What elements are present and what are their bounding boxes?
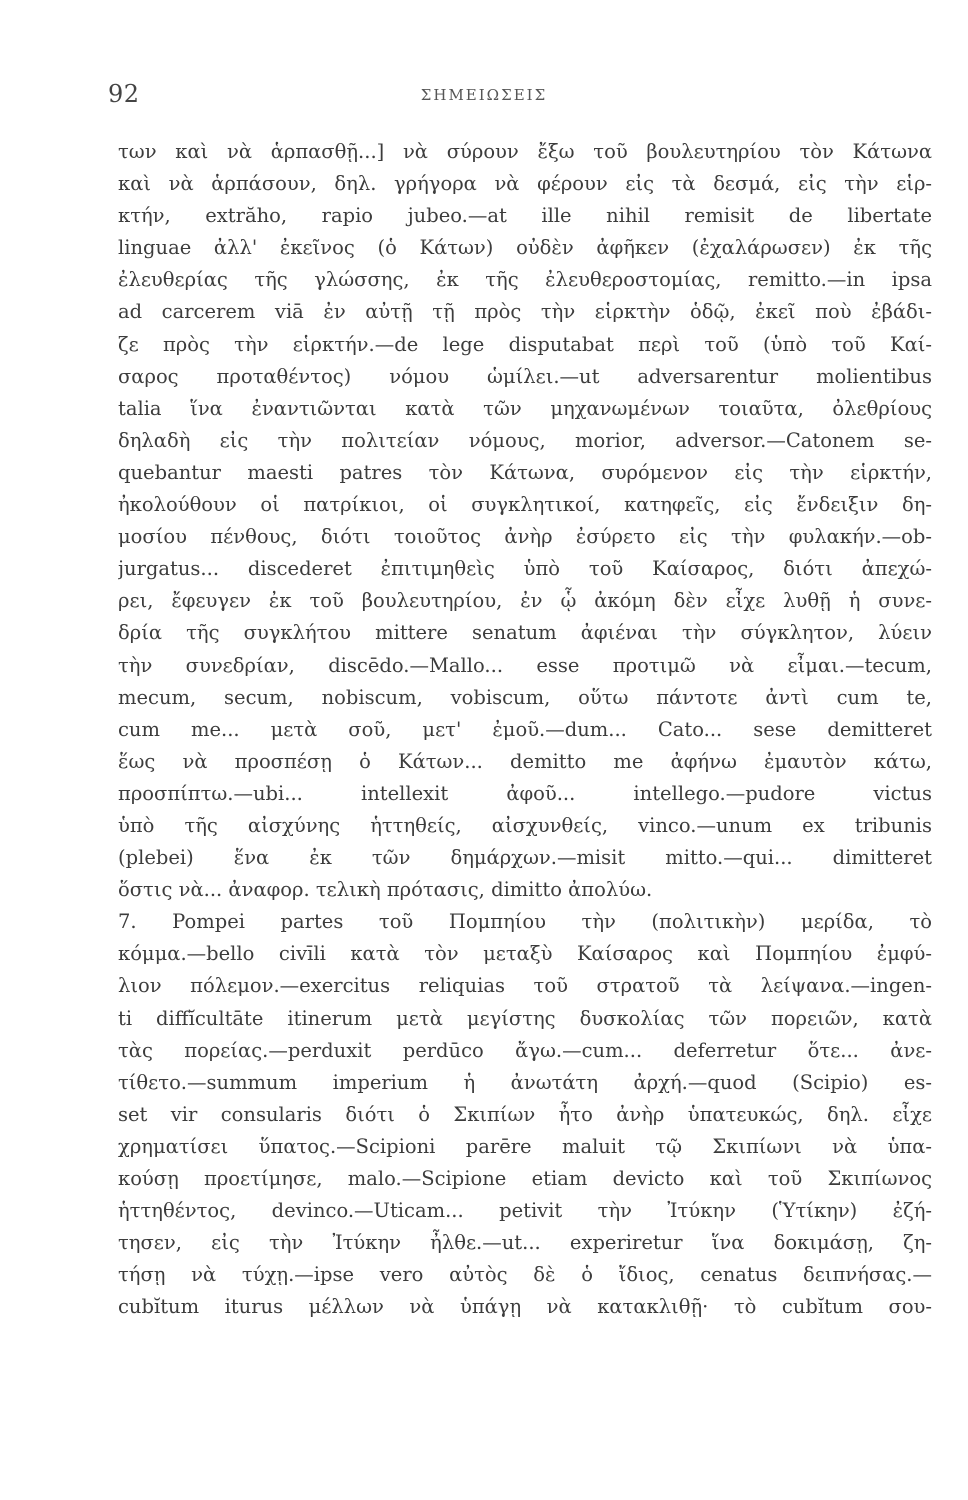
text-line: των καὶ νὰ ἁρπασθῇ...] νὰ σύρουν ἔξω τοῦ βουλευτηρίου τὸν Κάτωνα	[118, 140, 932, 163]
text-line: ὅστις νὰ... ἀναφορ. τελικὴ πρότασις, dimitto ἀπολύω.	[118, 878, 653, 902]
page-number: 92	[108, 80, 140, 108]
text-line: τήσῃ νὰ τύχῃ.—ipse vero αὐτὸς δὲ ὁ ἴδιος, cenatus δειπνήσας.—	[118, 1263, 932, 1287]
text-line: ἠκολούθουν οἱ πατρίκιοι, οἱ συγκλητικοί, κατηφεῖς, εἰς ἔνδειξιν δη-	[118, 493, 932, 517]
text-line: 7. Pompei partes τοῦ Πομπηίου τὴν (πολιτικὴν) μερίδα, τὸ	[118, 910, 932, 934]
text-line: talia ἵνα ἐναντιῶνται κατὰ τῶν μηχανωμένων τοιαῦτα, ὀλεθρίους	[118, 396, 932, 420]
text-line: jurgatus... discederet ἐπιτιμηθεὶς ὑπὸ τοῦ Καίσαρος, διότι ἀπεχώ-	[118, 557, 932, 581]
text-line: δρία τῆς συγκλήτου mittere senatum ἀφιέναι τὴν σύγκλητον, λύειν	[118, 621, 932, 645]
text-line: κόμμα.—bello civīli κατὰ τὸν μεταξὺ Καίσαρος καὶ Πομπηίου ἐμφύ-	[118, 942, 932, 966]
text-line: ἐλευθερίας τῆς γλώσσης, ἐκ τῆς ἐλευθεροστομίας, remitto.—in ipsa	[118, 268, 932, 292]
text-line: set vir consularis διότι ὁ Σκιπίων ἦτο ἀνὴρ ὑπατευκώς, δηλ. εἶχε	[118, 1102, 932, 1126]
text-line: (plebei) ἕνα ἐκ τῶν δημάρχων.—misit mitto.—qui... dimitteret	[118, 846, 932, 870]
text-line: προσπίπτω.—ubi... intellexit ἀφοῦ... intellego.—pudore victus	[118, 781, 932, 805]
text-line: χρηματίσει ὕπατος.—Scipioni parēre maluit τῷ Σκιπίωνι νὰ ὑπα-	[118, 1134, 932, 1158]
text-line: τὴν συνεδρίαν, discēdo.—Mallo... esse προτιμῶ νὰ εἶμαι.—tecum,	[118, 653, 932, 677]
text-line: μοσίου πένθους, διότι τοιοῦτος ἀνὴρ ἐσύρετο εἰς τὴν φυλακήν.—ob-	[118, 525, 932, 549]
text-line: mecum, secum, nobiscum, vobiscum, οὕτω πάντοτε ἀντὶ cum te,	[118, 685, 932, 709]
text-line: τίθετο.—summum imperium ἡ ἀνωτάτη ἀρχή.—quod (Scipio) es-	[118, 1070, 932, 1094]
text-line: δηλαδὴ εἰς τὴν πολιτείαν νόμους, morior, adversor.—Catonem se-	[118, 428, 932, 452]
text-line: ὑπὸ τῆς αἰσχύνης ἡττηθείς, αἰσχυνθείς, vinco.—unum ex tribunis	[118, 813, 932, 837]
text-line: quebantur maesti patres τὸν Κάτωνα, συρόμενον εἰς τὴν εἱρκτήν,	[118, 460, 932, 484]
text-line: κούσῃ προετίμησε, malo.—Scipione etiam devicto καὶ τοῦ Σκιπίωνος	[118, 1167, 932, 1190]
text-line: λιον πόλεμον.—exercitus reliquias τοῦ στρατοῦ τὰ λείψανα.—ingen-	[118, 974, 932, 998]
text-line: ρει, ἔφευγεν ἐκ τοῦ βουλευτηρίου, ἐν ᾧ ἀκόμη δὲν εἶχε λυθῇ ἡ συνε-	[118, 589, 932, 613]
text-line: ad carcerem viā ἐν αὐτῇ τῇ πρὸς τὴν εἱρκτὴν ὁδῷ, ἐκεῖ ποὺ ἐβάδι-	[118, 300, 932, 324]
notes-body	[118, 136, 932, 1323]
text-line: ἡττηθέντος, devinco.—Uticam... petivit τὴν Ἰτύκην (Ὑτίκην) ἐζή-	[118, 1199, 932, 1223]
text-line: cum me... μετὰ σοῦ, μετ' ἐμοῦ.—dum... Cato... sese demitteret	[118, 717, 932, 741]
text-line: καὶ νὰ ἁρπάσουν, δηλ. γρήγορα νὰ φέρουν εἰς τὰ δεσμά, εἰς τὴν εἱρ-	[118, 172, 932, 196]
text-line: σαρος προταθέντος) νόμου ὡμίλει.—ut adversarentur molientibus	[118, 364, 932, 388]
text-line: cubĭtum iturus μέλλων νὰ ὑπάγῃ νὰ κατακλιθῇ· τὸ cubĭtum σου-	[118, 1295, 932, 1319]
running-title: ΣΗΜΕΙΩΣΕΙΣ	[420, 86, 548, 104]
text-line: ti diffĭcultāte itinerum μετὰ μεγίστης δυσκολίας τῶν πορειῶν, κατὰ	[118, 1006, 932, 1030]
text-line: ζε πρὸς τὴν εἱρκτήν.—de lege disputabat περὶ τοῦ (ὑπὸ τοῦ Καί-	[118, 332, 932, 356]
text-line: κτήν, extrăho, rapio jubeo.—at ille nihil remisit de libertate	[118, 204, 932, 228]
text-line: ἕως νὰ προσπέσῃ ὁ Κάτων... demitto me ἀφήνω ἐμαυτὸν κάτω,	[118, 749, 932, 773]
text-line: linguae ἀλλ' ἐκεῖνος (ὁ Κάτων) οὐδὲν ἀφῆκεν (ἐχαλάρωσεν) ἐκ τῆς	[118, 236, 932, 260]
text-line: τὰς πορείας.—perduxit perdūco ἄγω.—cum... deferretur ὅτε... ἀνε-	[118, 1038, 932, 1062]
text-line: τησεν, εἰς τὴν Ἰτύκην ἦλθε.—ut... experiretur ἵνα δοκιμάσῃ, ζη-	[118, 1231, 932, 1255]
